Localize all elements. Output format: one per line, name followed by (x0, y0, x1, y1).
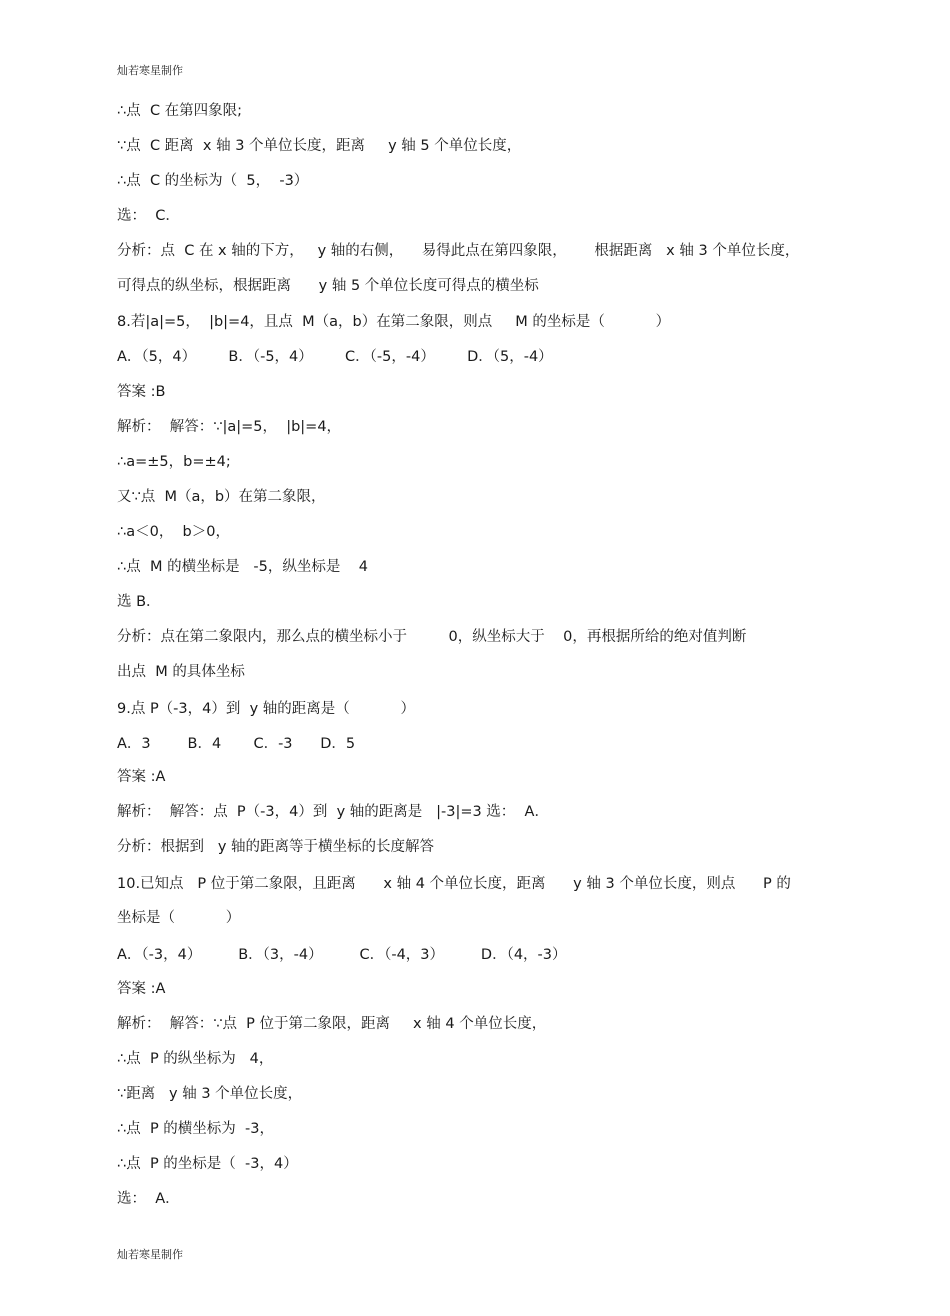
text-line: 选： A． (117, 1191, 180, 1207)
question-9: 9.点 P（-3，4）到 y 轴的距离是（ ） (117, 701, 415, 717)
text-line: 选 B． (117, 594, 161, 610)
text-line: 分析：根据到 y 轴的距离等于横坐标的长度解答 (117, 839, 435, 855)
text-line: ∴点 P 的纵坐标为 4， (117, 1051, 274, 1067)
text-line: ∴点 P 的坐标是（ -3，4） (117, 1156, 298, 1172)
page-header: 灿若寒星制作 (117, 64, 183, 77)
text-line: 又∵点 M（a，b）在第二象限， (117, 489, 326, 505)
text-line: 出点 M 的具体坐标 (117, 664, 245, 680)
page-footer: 灿若寒星制作 (117, 1248, 183, 1261)
text-line: ∴a=±5，b=±4; (117, 454, 231, 470)
text-line: 解析： 解答：∵点 P 位于第二象限，距离 x 轴 4 个单位长度， (117, 1016, 547, 1032)
question-10: 10.已知点 P 位于第二象限，且距离 x 轴 4 个单位长度，距离 y 轴 3 个单位长度，则点 P 的 (117, 876, 791, 892)
answer-line: 答案 :A (117, 769, 166, 785)
text-line: ∴点 C 在第四象限; (117, 103, 243, 119)
text-line: 选： C． (117, 208, 180, 224)
text-line: ∴点 P 的横坐标为 -3， (117, 1121, 274, 1137)
text-line: 解析： 解答：∵|a|=5， |b|=4， (117, 419, 342, 435)
answer-line: 答案 :B (117, 384, 166, 400)
question-8: 8.若|a|=5， |b|=4，且点 M（a，b）在第二象限，则点 M 的坐标是（ ） (117, 314, 671, 330)
answer-line: 答案 :A (117, 981, 166, 997)
text-line: 分析：点在第二象限内，那么点的横坐标小于 0，纵坐标大于 0，再根据所给的绝对值判断 (117, 629, 747, 645)
text-line: ∴点 M 的横坐标是 -5，纵坐标是 4 (117, 559, 369, 575)
text-line: 坐标是（ ） (117, 910, 241, 926)
options-line: A．3 B．4 C．-3 D．5 (117, 736, 356, 752)
text-line: 分析：点 C 在 x 轴的下方， y 轴的右侧， 易得此点在第四象限， 根据距离 x 轴 3 个单位长度， (117, 243, 800, 259)
text-line: 解析： 解答：点 P（-3，4）到 y 轴的距离是 |-3|=3 选： A． (117, 804, 549, 820)
text-line: ∴a＜0， b＞0， (117, 524, 230, 540)
text-line: ∴点 C 的坐标为（ 5， -3） (117, 173, 309, 189)
options-line: A．（5，4） B．（-5，4） C．（-5，-4） D．（5，-4） (117, 349, 553, 365)
text-line: ∵点 C 距离 x 轴 3 个单位长度，距离 y 轴 5 个单位长度， (117, 138, 522, 154)
options-line: A．（-3，4） B．（3，-4） C．（-4，3） D．（4，-3） (117, 947, 567, 963)
text-line: 可得点的纵坐标，根据距离 y 轴 5 个单位长度可得点的横坐标 (117, 278, 539, 294)
text-line: ∵距离 y 轴 3 个单位长度， (117, 1086, 303, 1102)
